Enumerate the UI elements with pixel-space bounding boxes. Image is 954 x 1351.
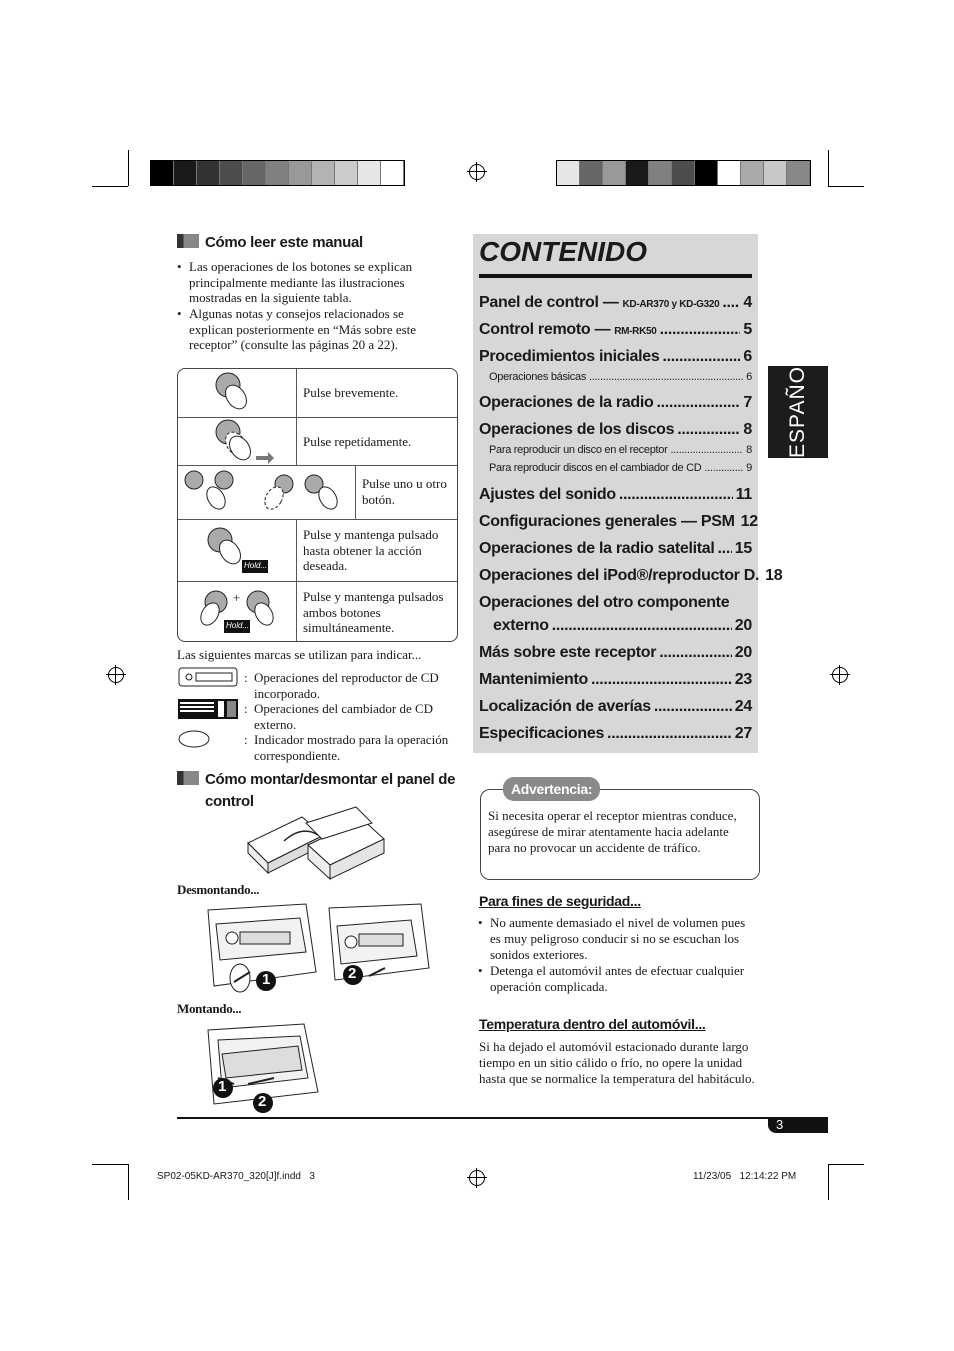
toc-sub-entry — [489, 462, 752, 474]
toc-sub-page: 8 — [746, 444, 752, 456]
press-either-illustration — [178, 466, 356, 520]
safety-bullet: • Detenga el automóvil antes de efectuar cualquier operación complicada. — [478, 963, 745, 994]
temperature-text: Si ha dejado el automóvil estacionado durante largo tiempo en un sitio cálido o frío, no opere la unidad hasta que se normalice la temperatura del habitáculo. — [479, 1039, 755, 1086]
color-swatch — [718, 161, 741, 185]
toc-dots — [619, 486, 733, 504]
mark-description: Indicador mostrado para la operación correspondiente. — [254, 732, 449, 763]
finger-press-icon — [178, 369, 296, 417]
toc-dots — [670, 444, 743, 456]
mark-separator: : — [244, 670, 248, 685]
toc-label: Mantenimiento — [479, 671, 588, 688]
toc-label: Operaciones del otro componente — [479, 594, 730, 611]
toc-label: Especificaciones — [479, 725, 605, 742]
toc-sub-page: 9 — [746, 462, 752, 474]
toc-label: Operaciones de la radio satelital — [479, 540, 715, 557]
toc-page: 11 — [735, 486, 752, 503]
toc-page: 12 — [740, 513, 758, 530]
language-tab-label: ESPAÑOL — [786, 353, 809, 458]
panel-case-illustration — [244, 805, 388, 883]
toc-dots — [704, 462, 743, 474]
press-briefly-illustration — [178, 369, 297, 417]
table-row — [178, 465, 457, 520]
warning-badge: Advertencia: — [503, 777, 600, 801]
press-both-illustration — [178, 582, 297, 642]
toc-entry — [479, 567, 783, 585]
toc-dots — [589, 371, 743, 383]
toc-dots — [607, 725, 732, 743]
table-row — [178, 417, 457, 466]
color-swatch — [197, 161, 220, 185]
registration-mark-icon — [832, 667, 848, 683]
toc-entry — [479, 486, 752, 504]
how-to-read-heading — [177, 234, 363, 251]
title-rule — [479, 274, 752, 278]
toc-entry — [479, 394, 752, 412]
toc-sub-page: 6 — [746, 371, 752, 383]
table-row — [178, 519, 457, 582]
color-bar-right — [556, 160, 811, 186]
detaching-label: Desmontando... — [177, 882, 260, 897]
toc-dots — [591, 671, 732, 689]
color-swatch — [358, 161, 381, 185]
toc-dots — [654, 698, 732, 716]
color-swatch — [580, 161, 603, 185]
toc-entry — [479, 698, 752, 716]
toc-dots — [659, 644, 732, 662]
toc-page: 8 — [743, 421, 752, 438]
safety-bullet: • No aumente demasiado el nivel de volumen pues es muy peligroso conducir si no se escuchan los sonidos exteriores. — [478, 915, 746, 962]
toc-dots — [662, 348, 740, 366]
color-swatch — [174, 161, 197, 185]
toc-dots — [660, 321, 741, 339]
toc-sub-entry — [489, 444, 752, 456]
plus-sign: + — [233, 590, 241, 605]
crop-mark — [828, 1164, 864, 1165]
toc-label: Panel de control — — [479, 294, 619, 311]
toc-page: 20 — [734, 644, 752, 661]
toc-model: RM-RK50 — [614, 326, 657, 337]
toc-page: 23 — [734, 671, 752, 688]
hold-tag: Hold... — [226, 621, 250, 630]
toc-page: 20 — [734, 617, 752, 634]
toc-entry — [479, 321, 752, 339]
bullet-text: Algunas notas y consejos relacionados se explican posteriormente en “Más sobre este receptor” (consulte las páginas 20 a 22). — [189, 306, 417, 352]
toc-page: 18 — [765, 567, 783, 584]
step-number: 1 — [218, 1078, 227, 1095]
toc-label: Operaciones del iPod®/reproductor D. — [479, 567, 760, 584]
toc-entry — [479, 671, 752, 689]
mark-description: Operaciones del cambiador de CD externo. — [254, 701, 434, 732]
table-row — [178, 581, 457, 642]
toc-sub-entry — [489, 371, 752, 383]
toc-model: KD-AR370 y KD-G320 — [622, 299, 720, 310]
safety-heading: Para fines de seguridad... — [479, 893, 641, 909]
toc-page: 6 — [743, 348, 752, 365]
color-swatch — [626, 161, 649, 185]
toc-page: 4 — [743, 294, 752, 311]
page-number: 3 — [776, 1117, 784, 1132]
toc-dots — [722, 294, 740, 312]
bullet-text: Detenga el automóvil antes de efectuar cualquier operación complicada. — [490, 963, 745, 994]
toc-label: Operaciones de los discos — [479, 421, 675, 438]
how-to-read-title: Cómo leer este manual — [205, 234, 363, 251]
registration-mark-icon — [469, 164, 485, 180]
attaching-label: Montando... — [177, 1001, 242, 1016]
color-swatch — [741, 161, 764, 185]
press-repeatedly-illustration — [178, 418, 297, 466]
crop-mark — [828, 150, 829, 186]
color-bar-left — [150, 160, 405, 186]
detach-step2-illustration — [325, 902, 431, 984]
toc-sub-label: Para reproducir un disco en el receptor — [489, 444, 668, 456]
toc-entry — [479, 725, 752, 743]
footer-date: 11/23/05 12:14:22 PM — [693, 1171, 797, 1182]
symbol-description: Pulse repetidamente. — [303, 434, 412, 449]
toc-label: Procedimientos iniciales — [479, 348, 660, 365]
toc-page: 7 — [743, 394, 752, 411]
toc-sub-label: Para reproducir discos en el cambiador de CD — [489, 462, 702, 474]
footer-file: SP02-05KD-AR370_320[J]f.indd 3 — [157, 1171, 315, 1182]
symbol-description: Pulse y mantenga pulsados ambos botones simultáneamente. — [303, 589, 444, 635]
color-swatch — [220, 161, 243, 185]
color-swatch — [289, 161, 312, 185]
toc-label: externo — [493, 617, 549, 634]
finger-either-icon — [178, 466, 355, 520]
crop-mark — [128, 150, 129, 186]
finger-hold-icon — [178, 520, 296, 582]
color-swatch — [243, 161, 266, 185]
mark-separator: : — [244, 701, 248, 716]
toc-label: Localización de averías — [479, 698, 651, 715]
color-swatch — [649, 161, 672, 185]
step-number: 1 — [262, 971, 271, 988]
color-swatch — [672, 161, 695, 185]
how-to-read-bullet: • Las operaciones de los botones se explican principalmente mediante las ilustraciones mostradas en la siguiente tabla. — [177, 259, 413, 305]
toc-dots — [718, 540, 732, 558]
symbol-description: Pulse uno u otro botón. — [362, 476, 447, 507]
toc-label: Operaciones de la radio — [479, 394, 654, 411]
toc-page: 27 — [734, 725, 752, 742]
color-swatch — [695, 161, 718, 185]
toc-entry — [479, 644, 752, 662]
symbol-description: Pulse brevemente. — [303, 385, 399, 400]
crop-mark — [828, 186, 864, 187]
crop-mark — [828, 1164, 829, 1200]
color-swatch — [787, 161, 810, 185]
button-symbol-table — [177, 368, 458, 642]
toc-entry — [479, 513, 758, 531]
indicator-mark-icon — [178, 730, 210, 748]
bullet-text: Las operaciones de los botones se explican principalmente mediante las ilustraciones mostradas en la siguiente tabla. — [189, 259, 413, 305]
toc-label: Control remoto — — [479, 321, 611, 338]
color-swatch — [557, 161, 580, 185]
step-number: 2 — [258, 1093, 267, 1110]
toc-label: Configuraciones generales — PSM — [479, 513, 735, 530]
toc-dots — [552, 617, 732, 635]
finger-repeat-icon — [178, 418, 296, 466]
symbol-description: Pulse y mantenga pulsado hasta obtener la acción deseada. — [303, 527, 439, 573]
toc-dots — [657, 394, 741, 412]
how-to-read-bullet: • Algunas notas y consejos relacionados se explican posteriormente en “Más sobre este receptor” (consulte las páginas 20 a 22). — [177, 306, 417, 352]
crop-mark — [92, 186, 128, 187]
color-swatch — [266, 161, 289, 185]
temperature-heading: Temperatura dentro del automóvil... — [479, 1016, 706, 1032]
language-tab — [768, 353, 828, 458]
section-marker-icon — [177, 234, 199, 248]
toc-sub-label: Operaciones básicas — [489, 371, 587, 383]
registration-mark-icon — [469, 1170, 485, 1186]
mark-description: Operaciones del reproductor de CD incorporado. — [254, 670, 439, 701]
toc-entry — [479, 348, 752, 366]
cd-changer-mark-icon — [178, 699, 238, 719]
crop-mark — [92, 1164, 128, 1165]
color-swatch — [312, 161, 335, 185]
bottom-rule — [177, 1117, 828, 1119]
contents-title: CONTENIDO — [479, 236, 647, 267]
table-row — [178, 369, 457, 417]
color-swatch — [381, 161, 404, 185]
press-and-hold-illustration — [178, 520, 297, 582]
mount-title: Cómo montar/desmontar el panel de — [205, 771, 456, 788]
toc-label: Más sobre este receptor — [479, 644, 657, 661]
toc-page: 15 — [734, 540, 752, 557]
color-swatch — [603, 161, 626, 185]
toc-entry — [479, 617, 752, 635]
toc-entry — [479, 540, 752, 558]
color-swatch — [764, 161, 787, 185]
color-swatch — [335, 161, 358, 185]
toc-page: 5 — [743, 321, 752, 338]
toc-page: 24 — [734, 698, 752, 715]
cd-player-mark-icon — [178, 667, 238, 687]
toc-dots — [677, 421, 740, 439]
crop-mark — [128, 1164, 129, 1200]
toc-entry — [479, 421, 752, 439]
warning-text: Si necesita operar el receptor mientras conduce, asegúrese de mirar atentamente hacia adelante para no provocar un accidente de tráfico. — [488, 808, 737, 855]
mark-separator: : — [244, 732, 248, 747]
toc-entry — [479, 294, 752, 312]
hold-tag: Hold... — [244, 561, 268, 570]
section-marker-icon — [177, 771, 199, 785]
step-number: 2 — [348, 965, 357, 982]
registration-mark-icon — [108, 667, 124, 683]
color-swatch — [151, 161, 174, 185]
marks-intro: Las siguientes marcas se utilizan para indicar... — [177, 647, 422, 662]
mount-title-line2: control — [205, 793, 254, 810]
bullet-text: No aumente demasiado el nivel de volumen pues es muy peligroso conducir si no se escuchan los sonidos exteriores. — [490, 915, 746, 962]
toc-label: Ajustes del sonido — [479, 486, 616, 503]
toc-entry — [479, 594, 752, 612]
